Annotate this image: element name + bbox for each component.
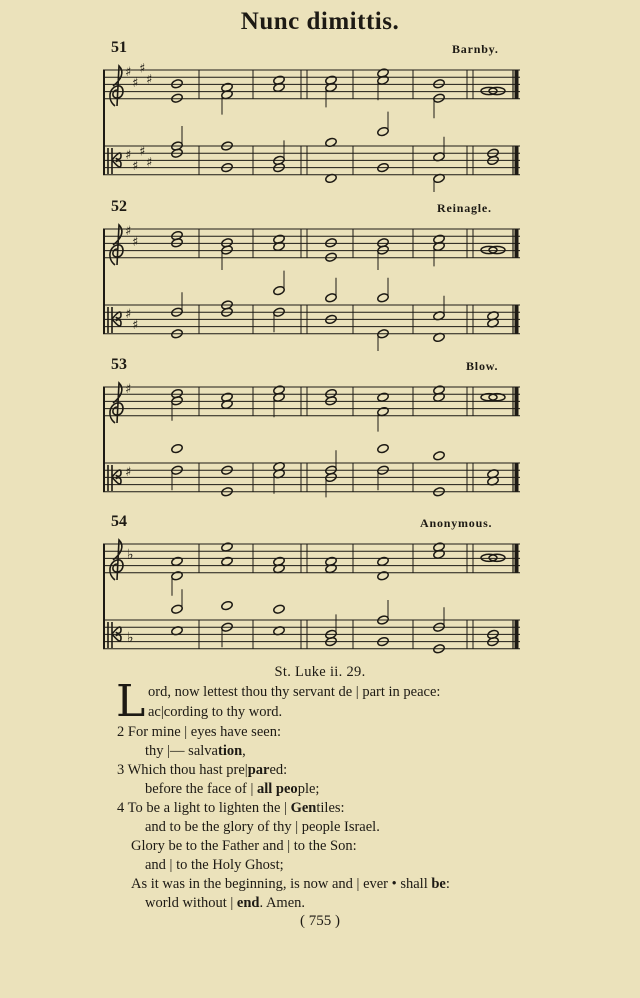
note xyxy=(273,469,286,494)
note xyxy=(325,238,338,248)
composer-53: Blow. xyxy=(466,359,499,373)
note xyxy=(377,278,390,303)
treble-clef xyxy=(110,225,123,265)
note xyxy=(171,556,184,566)
note xyxy=(433,79,446,89)
composer-51: Barnby. xyxy=(452,42,499,56)
gloria-line-1: Glory be to the Father and | to the Son: xyxy=(131,838,357,854)
treble-clef xyxy=(110,66,123,106)
sharp-sign: ♯ xyxy=(132,159,139,174)
verse-1-line-1: ord, now lettest thou thy servant de | part in peace: xyxy=(148,684,441,700)
page-title: Nunc dimittis. xyxy=(240,8,400,35)
note xyxy=(433,93,446,118)
sharp-sign: ♯ xyxy=(125,148,132,163)
note xyxy=(433,241,446,266)
sharp-sign: ♯ xyxy=(139,62,146,77)
note xyxy=(377,112,390,137)
bass-clef xyxy=(108,148,121,174)
note xyxy=(273,604,286,614)
sharp-sign: ♯ xyxy=(125,65,132,80)
note xyxy=(171,589,184,614)
sharp-sign: ♯ xyxy=(146,72,153,88)
note xyxy=(273,392,286,417)
chant-number-53: 53 xyxy=(111,356,127,373)
chant-score-54 xyxy=(103,536,520,666)
bass-clef xyxy=(108,465,121,491)
flat-sign: ♭ xyxy=(127,547,134,563)
bass-clef xyxy=(108,622,121,648)
breve-note xyxy=(481,554,505,561)
composer-54: Anonymous. xyxy=(420,516,493,530)
note xyxy=(325,252,338,262)
note xyxy=(325,82,338,107)
verse-3-line-2: before the face of | all people; xyxy=(145,781,320,797)
note xyxy=(377,75,390,100)
chant-score-52 xyxy=(103,221,520,351)
note xyxy=(377,406,390,431)
note xyxy=(171,79,184,89)
sharp-sign: ♯ xyxy=(125,465,132,480)
verse-2-line-2: thy |— salvation, xyxy=(145,743,246,759)
treble-clef xyxy=(110,383,123,423)
sharp-sign: ♯ xyxy=(125,382,132,397)
note xyxy=(377,571,390,581)
note xyxy=(433,173,446,192)
sharp-sign: ♯ xyxy=(132,76,139,91)
chant-number-52: 52 xyxy=(111,198,127,215)
note xyxy=(221,542,234,552)
note xyxy=(171,93,184,103)
note xyxy=(171,443,184,453)
gloria-line-3: As it was in the beginning, is now and | ever • shall be: xyxy=(131,876,450,892)
treble-clef xyxy=(110,540,123,580)
chant-score-51 xyxy=(103,62,520,192)
note xyxy=(433,137,446,162)
note xyxy=(221,89,234,114)
verse-4-line-2: and to be the glory of thy | people Israel. xyxy=(145,819,380,835)
sharp-sign: ♯ xyxy=(146,155,153,171)
sharp-sign: ♯ xyxy=(132,235,139,250)
sharp-sign: ♯ xyxy=(139,144,146,160)
note xyxy=(171,126,184,151)
verse-3-line-1: 3 Which thou hast pre|pared: xyxy=(117,762,288,778)
sharp-sign: ♯ xyxy=(125,224,132,239)
bass-clef xyxy=(108,307,121,333)
note xyxy=(377,329,390,351)
flat-sign: ♭ xyxy=(127,630,134,646)
note xyxy=(171,571,184,596)
breve-note xyxy=(481,87,505,94)
chant-number-54: 54 xyxy=(111,513,127,530)
page-number: ( 755 ) xyxy=(300,913,340,929)
gloria-line-2: and | to the Holy Ghost; xyxy=(145,857,284,873)
breve-note xyxy=(481,246,505,253)
note xyxy=(377,600,390,625)
chant-number-51: 51 xyxy=(111,39,127,56)
chant-score-53 xyxy=(103,379,520,509)
composer-52: Reinagle. xyxy=(437,201,492,215)
sharp-sign: ♯ xyxy=(132,318,139,333)
drop-cap: L xyxy=(116,676,146,727)
note xyxy=(377,443,390,453)
verse-2-line-1: 2 For mine | eyes have seen: xyxy=(117,724,281,740)
note xyxy=(221,556,234,566)
verse-1-line-2: ac|cording to thy word. xyxy=(148,704,283,720)
note xyxy=(273,271,286,296)
breve-note xyxy=(481,394,505,401)
gloria-line-4: world without | end. Amen. xyxy=(145,895,306,911)
note xyxy=(377,556,390,566)
note xyxy=(433,451,446,461)
note xyxy=(221,600,234,610)
note xyxy=(377,392,390,402)
scripture-reference: St. Luke ii. 29. xyxy=(274,664,366,680)
note xyxy=(433,296,446,321)
note xyxy=(325,278,338,303)
verse-4-line-1: 4 To be a light to lighten the | Gentiles: xyxy=(117,800,345,816)
sharp-sign: ♯ xyxy=(125,307,132,322)
